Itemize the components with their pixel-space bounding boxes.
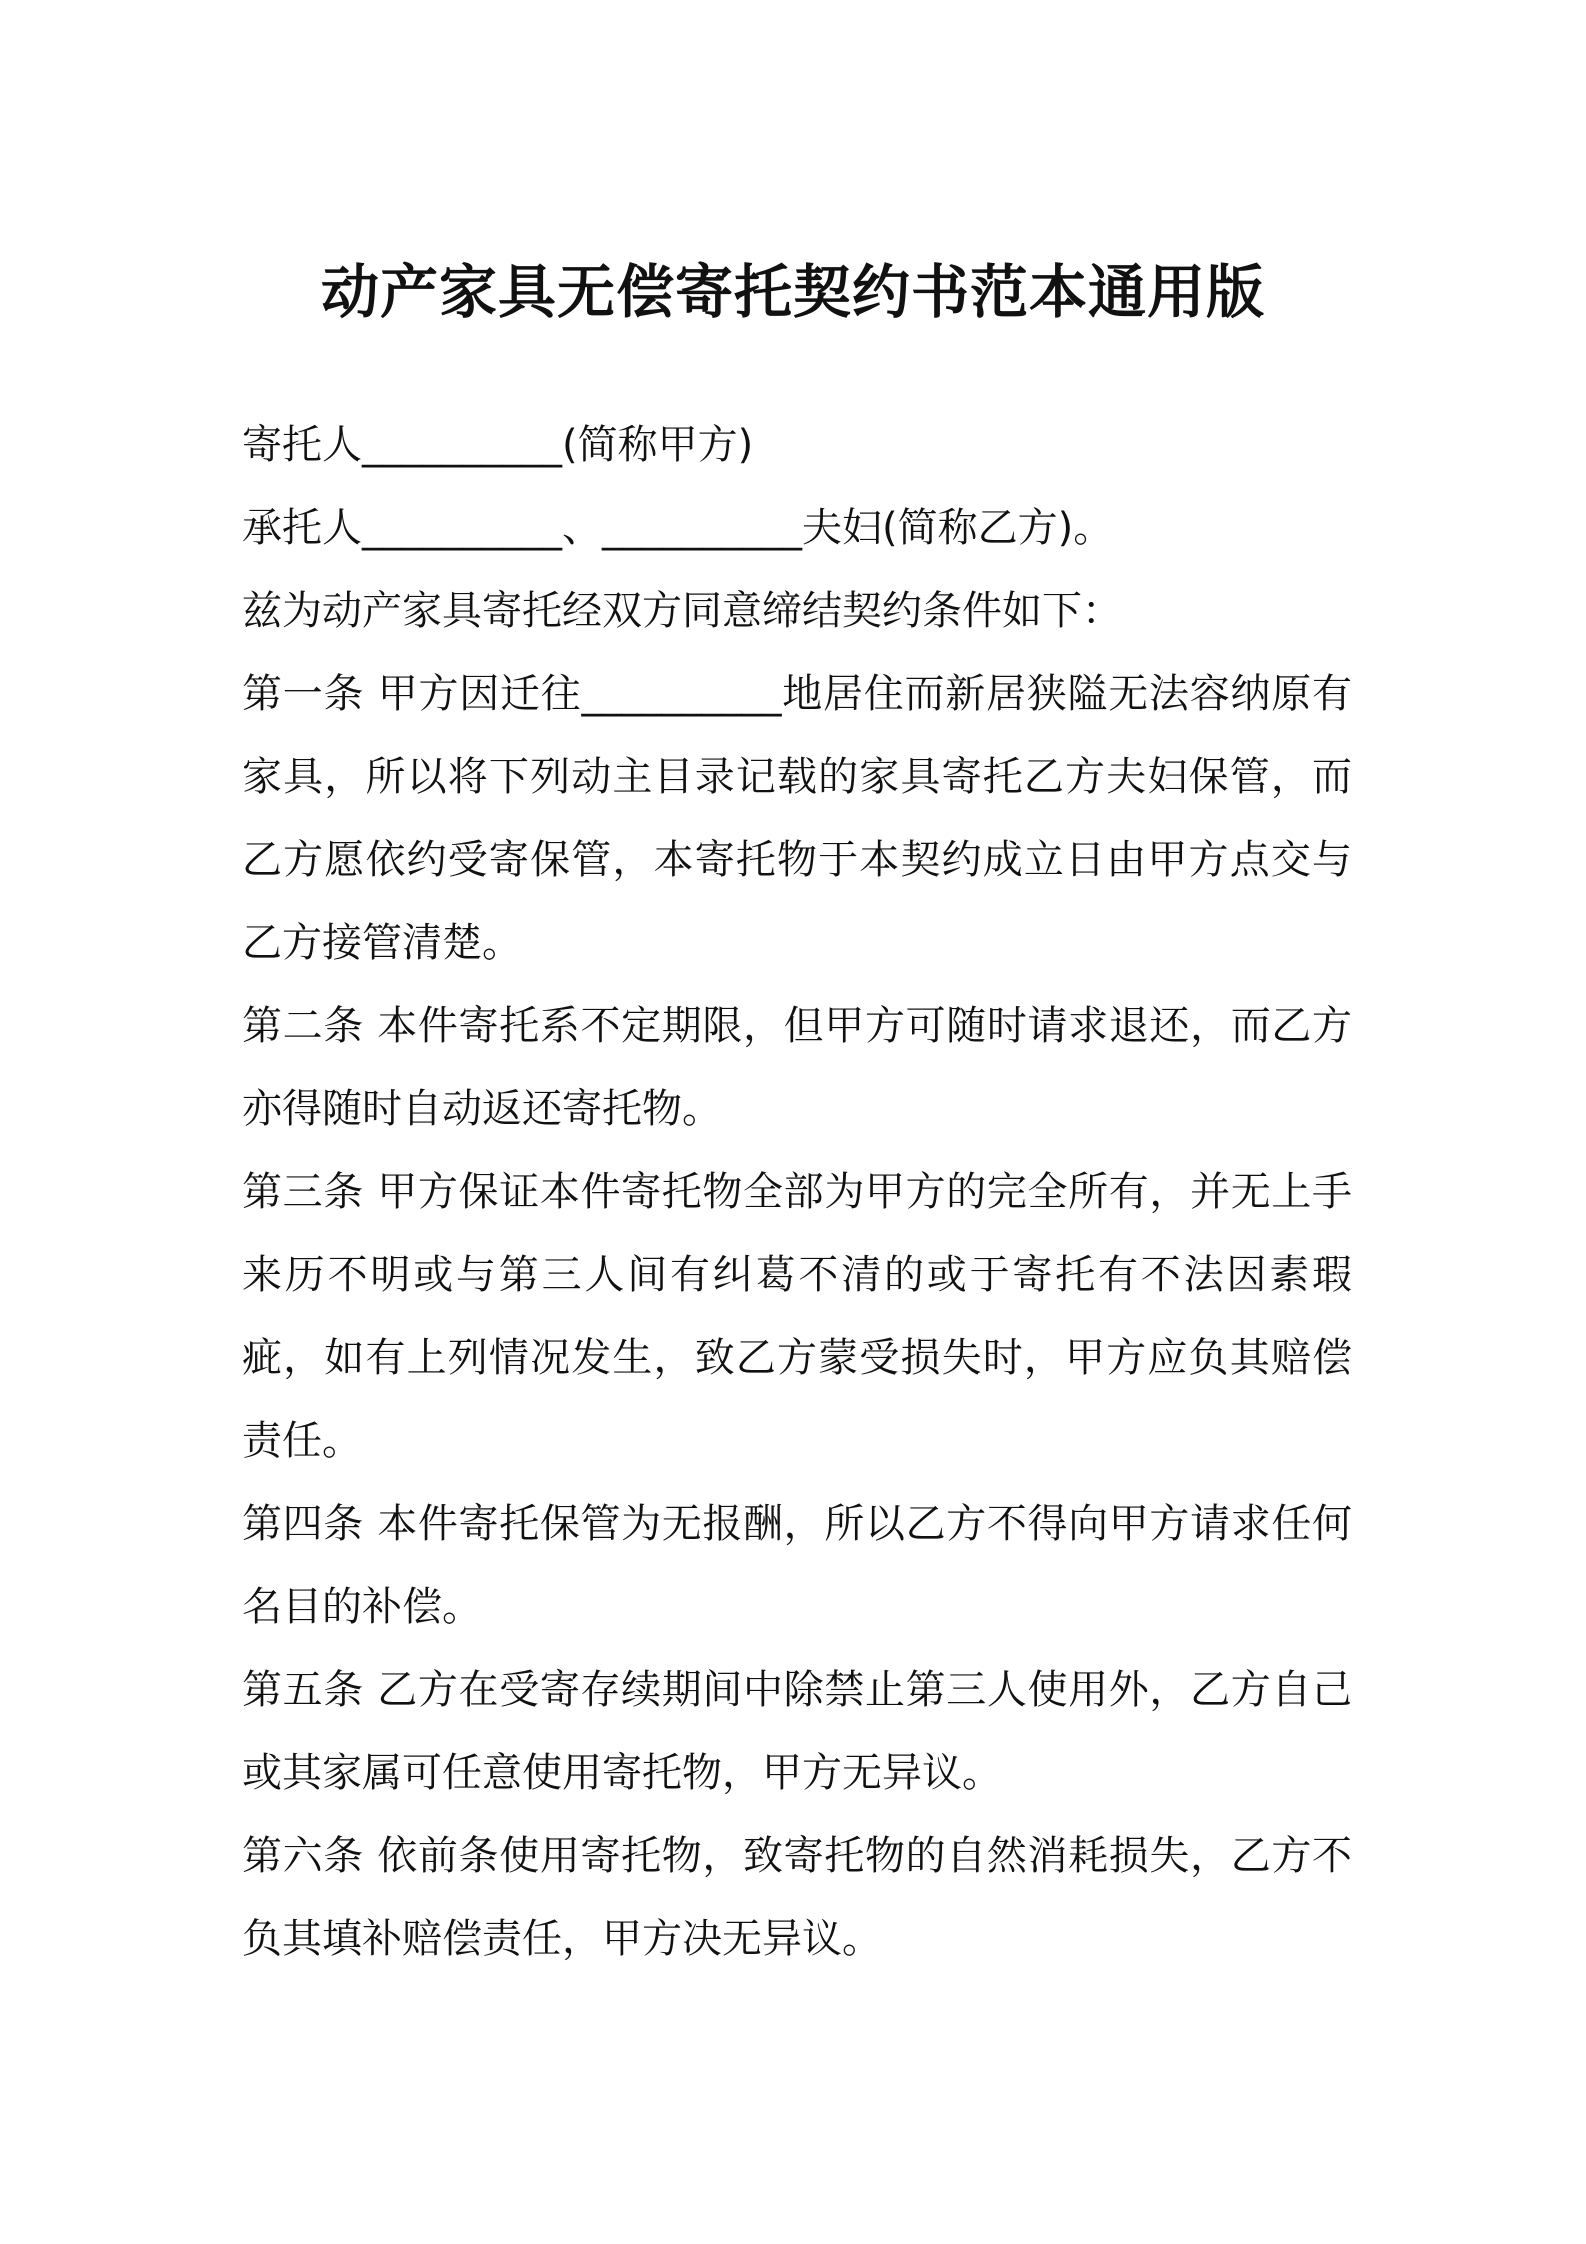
paragraph-article-3: 第三条 甲方保证本件寄托物全部为甲方的完全所有，并无上手来历不明或与第三人间有纠葛不清的或于寄托有不法因素瑕疵，如有上列情况发生，致乙方蒙受损失时，甲方应负其赔偿责任。 [242, 1169, 1352, 1464]
document-body [242, 404, 1352, 1981]
paragraph-custodian: 承托人__________、__________夫妇(简称乙方)。 [242, 505, 1114, 551]
paragraph-preamble: 兹为动产家具寄托经双方同意缔结契约条件如下： [242, 588, 1122, 634]
paragraph-consignor: 寄托人__________(简称甲方) [242, 422, 754, 468]
paragraph-article-1: 第一条 甲方因迁往__________地居住而新居狭隘无法容纳原有家具，所以将下列动主目录记载的家具寄托乙方夫妇保管，而乙方愿依约受寄保管，本寄托物于本契约成立日由甲方点交与乙方接管清楚。 [242, 671, 1352, 966]
paragraph-article-5: 第五条 乙方在受寄存续期间中除禁止第三人使用外，乙方自己或其家属可任意使用寄托物，甲方无异议。 [242, 1667, 1352, 1796]
paragraph-article-6: 第六条 依前条使用寄托物，致寄托物的自然消耗损失，乙方不负其填补赔偿责任，甲方决无异议。 [242, 1833, 1352, 1962]
paragraph-article-2: 第二条 本件寄托系不定期限，但甲方可随时请求退还，而乙方亦得随时自动返还寄托物。 [242, 1003, 1352, 1132]
document-title: 动产家具无偿寄托契约书范本通用版 [320, 258, 1265, 326]
paragraph-article-4: 第四条 本件寄托保管为无报酬，所以乙方不得向甲方请求任何名目的补偿。 [242, 1501, 1352, 1630]
